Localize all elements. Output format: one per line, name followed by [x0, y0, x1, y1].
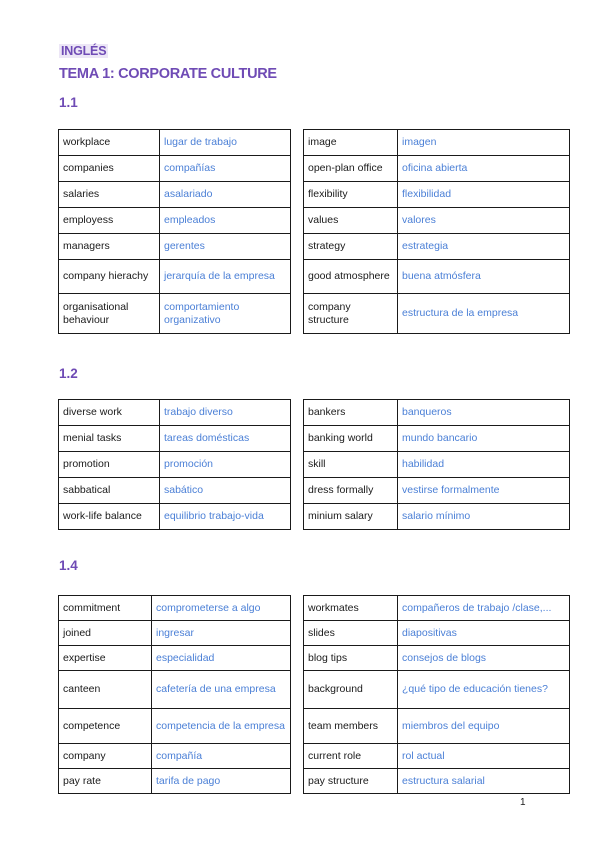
english-term: banking world — [304, 426, 398, 452]
english-term: joined — [59, 621, 152, 646]
vocab-row — [59, 234, 291, 260]
subject-label: INGLÉS — [61, 44, 107, 58]
vocab-table-1-4-right — [303, 595, 570, 794]
spanish-translation: estructura de la empresa — [398, 294, 570, 334]
english-term: open-plan office — [304, 156, 398, 182]
vocab-row — [304, 208, 570, 234]
english-term: strategy — [304, 234, 398, 260]
vocab-row — [59, 478, 291, 504]
vocab-row — [59, 156, 291, 182]
spanish-translation: compañía — [152, 744, 291, 769]
english-term: slides — [304, 621, 398, 646]
vocab-row — [59, 260, 291, 294]
vocab-table-1-2-right — [303, 399, 570, 530]
spanish-translation: diapositivas — [398, 621, 570, 646]
vocab-row — [304, 400, 570, 426]
english-term: dress formally — [304, 478, 398, 504]
spanish-translation: tarifa de pago — [152, 769, 291, 794]
spanish-translation: valores — [398, 208, 570, 234]
vocab-row — [59, 621, 291, 646]
vocab-row — [59, 452, 291, 478]
english-term: background — [304, 671, 398, 709]
vocab-table-1-4-left — [58, 595, 291, 794]
spanish-translation: asalariado — [160, 182, 291, 208]
vocab-row — [304, 596, 570, 621]
english-term: promotion — [59, 452, 160, 478]
spanish-translation: estructura salarial — [398, 769, 570, 794]
vocab-row — [59, 709, 291, 744]
english-term: current role — [304, 744, 398, 769]
vocab-row — [59, 744, 291, 769]
vocab-row — [304, 504, 570, 530]
vocab-row — [304, 744, 570, 769]
spanish-translation: salario mínimo — [398, 504, 570, 530]
english-term: workplace — [59, 130, 160, 156]
spanish-translation: flexibilidad — [398, 182, 570, 208]
vocab-row — [59, 769, 291, 794]
english-term: company — [59, 744, 152, 769]
vocab-row — [59, 208, 291, 234]
vocab-row — [304, 130, 570, 156]
english-term: team members — [304, 709, 398, 744]
spanish-translation: buena atmósfera — [398, 260, 570, 294]
english-term: managers — [59, 234, 160, 260]
spanish-translation: sabático — [160, 478, 291, 504]
spanish-translation: habilidad — [398, 452, 570, 478]
english-term: blog tips — [304, 646, 398, 671]
spanish-translation: compañías — [160, 156, 291, 182]
vocab-row — [304, 478, 570, 504]
english-term: pay structure — [304, 769, 398, 794]
vocab-row — [304, 709, 570, 744]
spanish-translation: estrategia — [398, 234, 570, 260]
spanish-translation: comprometerse a algo — [152, 596, 291, 621]
vocab-row — [59, 671, 291, 709]
english-term: sabbatical — [59, 478, 160, 504]
vocab-table-1-1-left — [58, 129, 291, 334]
spanish-translation: miembros del equipo — [398, 709, 570, 744]
vocab-row — [59, 646, 291, 671]
vocab-row — [304, 294, 570, 334]
vocab-row — [59, 504, 291, 530]
spanish-translation: consejos de blogs — [398, 646, 570, 671]
spanish-translation: vestirse formalmente — [398, 478, 570, 504]
page-number: 1 — [520, 797, 526, 808]
vocab-row — [59, 400, 291, 426]
spanish-translation: equilibrio trabajo-vida — [160, 504, 291, 530]
vocab-row — [304, 621, 570, 646]
vocab-row — [59, 426, 291, 452]
vocab-row — [304, 156, 570, 182]
english-term: good atmosphere — [304, 260, 398, 294]
english-term: bankers — [304, 400, 398, 426]
english-term: employess — [59, 208, 160, 234]
english-term: companies — [59, 156, 160, 182]
spanish-translation: ¿qué tipo de educación tienes? — [398, 671, 570, 709]
spanish-translation: ingresar — [152, 621, 291, 646]
page-title: TEMA 1: CORPORATE CULTURE — [59, 66, 277, 82]
spanish-translation: especialidad — [152, 646, 291, 671]
english-term: menial tasks — [59, 426, 160, 452]
english-term: canteen — [59, 671, 152, 709]
english-term: company structure — [304, 294, 398, 334]
vocab-row — [304, 671, 570, 709]
english-term: pay rate — [59, 769, 152, 794]
vocab-row — [304, 452, 570, 478]
spanish-translation: rol actual — [398, 744, 570, 769]
vocab-row — [59, 182, 291, 208]
spanish-translation: oficina abierta — [398, 156, 570, 182]
spanish-translation: gerentes — [160, 234, 291, 260]
vocab-row — [59, 130, 291, 156]
english-term: company hierachy — [59, 260, 160, 294]
english-term: expertise — [59, 646, 152, 671]
english-term: values — [304, 208, 398, 234]
vocab-row — [304, 182, 570, 208]
vocab-row — [304, 426, 570, 452]
english-term: skill — [304, 452, 398, 478]
spanish-translation: competencia de la empresa — [152, 709, 291, 744]
english-term: flexibility — [304, 182, 398, 208]
english-term: workmates — [304, 596, 398, 621]
vocab-table-1-1-right — [303, 129, 570, 334]
english-term: competence — [59, 709, 152, 744]
spanish-translation: banqueros — [398, 400, 570, 426]
vocab-table-1-2-left — [58, 399, 291, 530]
english-term: commitment — [59, 596, 152, 621]
spanish-translation: mundo bancario — [398, 426, 570, 452]
vocab-row — [59, 596, 291, 621]
spanish-translation: trabajo diverso — [160, 400, 291, 426]
english-term: salaries — [59, 182, 160, 208]
english-term: image — [304, 130, 398, 156]
vocab-row — [304, 234, 570, 260]
section-heading: 1.2 — [59, 366, 78, 381]
english-term: diverse work — [59, 400, 160, 426]
spanish-translation: imagen — [398, 130, 570, 156]
spanish-translation: comportamiento organizativo — [160, 294, 291, 334]
section-heading: 1.1 — [59, 95, 78, 110]
spanish-translation: promoción — [160, 452, 291, 478]
spanish-translation: empleados — [160, 208, 291, 234]
section-heading: 1.4 — [59, 558, 78, 573]
spanish-translation: tareas domésticas — [160, 426, 291, 452]
spanish-translation: cafetería de una empresa — [152, 671, 291, 709]
vocab-row — [304, 260, 570, 294]
english-term: organisational behaviour — [59, 294, 160, 334]
english-term: work-life balance — [59, 504, 160, 530]
vocab-row — [304, 769, 570, 794]
spanish-translation: lugar de trabajo — [160, 130, 291, 156]
vocab-row — [59, 294, 291, 334]
english-term: minium salary — [304, 504, 398, 530]
spanish-translation: compañeros de trabajo /clase,... — [398, 596, 570, 621]
spanish-translation: jerarquía de la empresa — [160, 260, 291, 294]
vocab-row — [304, 646, 570, 671]
